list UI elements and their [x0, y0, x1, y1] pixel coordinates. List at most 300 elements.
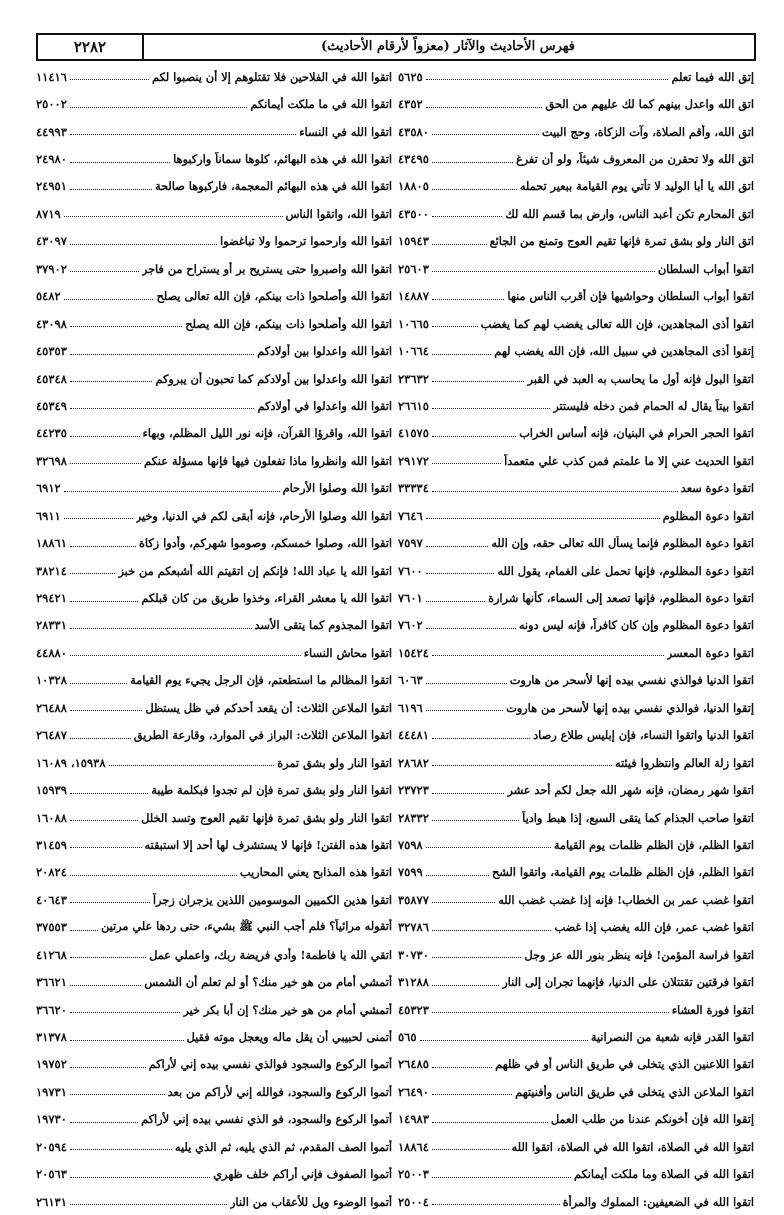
index-entry	[398, 667, 754, 694]
hadith-text: أتقوله مرائياً؟ فلم أجب النبي ﷺ بشيء، حتى ردها علي مرتين	[100, 918, 392, 933]
hadith-number: ١٥٩٣٩	[36, 783, 67, 798]
index-entry	[36, 694, 392, 721]
hadith-number: ٤٤٩٩٣	[36, 124, 67, 139]
dot-leader	[70, 271, 139, 272]
hadith-text: اتقوا أبواب السلطان وحواشيها فإن أقرب الناس منها	[507, 289, 754, 304]
hadith-number: ٦١٩٦	[398, 700, 423, 715]
left-column	[36, 63, 392, 1215]
dot-leader	[70, 1122, 138, 1123]
hadith-number: ٦٩١٢	[36, 481, 61, 496]
index-entry	[398, 255, 754, 282]
hadith-text: اتقوا هذه الفتن! فإنها لا يستشرف لها أحد إلا استبقته	[144, 837, 392, 852]
hadith-number: ٣٦٦٢١	[36, 975, 67, 990]
dot-leader	[432, 765, 612, 766]
index-entry	[36, 749, 392, 776]
hadith-text: اتقوا الله وصلوا الأرحام، فإنه أبقى لكم في الدنيا، وخير	[135, 508, 392, 523]
index-entry	[398, 584, 754, 611]
hadith-number: ٤٠٦٤٣	[36, 892, 67, 907]
hadith-text: اتقوا المجذوم كما يتقى الأسد	[254, 618, 392, 633]
index-entry	[398, 831, 754, 858]
hadith-number: ٧٦٤٦	[398, 508, 423, 523]
dot-leader	[432, 820, 519, 821]
dot-leader	[70, 1067, 146, 1068]
index-entry	[398, 941, 754, 968]
index-entry	[398, 1106, 754, 1133]
dot-leader	[70, 710, 143, 711]
index-entry	[36, 255, 392, 282]
hadith-text: أتموا الوضوء ويل للأعقاب من النار	[229, 1194, 392, 1209]
dot-leader	[70, 793, 148, 794]
hadith-number: ٦٩١١	[36, 508, 61, 523]
dot-leader	[70, 326, 182, 327]
index-entry	[36, 639, 392, 666]
hadith-number: ٢٠٥٩٤	[36, 1139, 67, 1154]
dot-leader	[70, 1012, 180, 1013]
hadith-number: ٢٠٨٢٤	[36, 865, 67, 880]
index-entry	[36, 392, 392, 419]
dot-leader	[70, 546, 136, 547]
dot-leader	[426, 847, 551, 848]
hadith-number: ٤٥٣٤٨	[36, 371, 67, 386]
hadith-text: اتقوا الله وأصلحوا ذات بينكم، فإن الله يصلح	[185, 316, 392, 331]
dot-leader	[70, 601, 139, 602]
hadith-text: اتقوا أبواب السلطان	[657, 261, 754, 276]
dot-leader	[432, 985, 499, 986]
hadith-number: ٤٣٠٩٨	[36, 316, 67, 331]
index-entry	[398, 859, 754, 886]
index-entry	[36, 63, 392, 90]
index-entry	[36, 886, 392, 913]
hadith-number: ٧٦٠٢	[398, 618, 423, 633]
hadith-text: اتقوا غضب عمر، فإن الله يغضب إذا غضب	[554, 920, 754, 935]
hadith-text: إتق الله فيما تعلم	[671, 69, 754, 84]
hadith-number: ١٩٧٣٠	[36, 1112, 67, 1127]
hadith-text: أتمشي أمام من هو خير منك؟ أو لم تعلم أن الشمس	[144, 975, 392, 990]
hadith-text: اتقوا الحجر الحرام في البنيان، فإنه أساس الخراب	[519, 426, 754, 441]
index-entry	[36, 529, 392, 556]
hadith-number: ٣٣٣٣٤	[398, 481, 429, 496]
hadith-number: ١٥٤٢٤	[398, 645, 429, 660]
hadith-number: ٤٣٥٠٠	[398, 206, 429, 221]
index-entry	[36, 90, 392, 117]
hadith-number: ٣٧٥٥٣	[36, 920, 67, 935]
hadith-number: ٢٩١٧٢	[398, 453, 429, 468]
hadith-number: ٤٤٤٨١	[398, 728, 429, 743]
hadith-number: ٣١٢٨٨	[398, 975, 429, 990]
index-entry	[398, 365, 754, 392]
dot-leader	[64, 491, 280, 492]
index-entry	[398, 914, 754, 941]
hadith-text: اتقوا الله وأصلحوا ذات بينكم، فإن الله تعالى يصلح	[156, 289, 392, 304]
hadith-number: ١٠٦٦٤	[398, 344, 429, 359]
hadith-number: ١٩٧٥٢	[36, 1057, 67, 1072]
hadith-text: اتقوا الملاعن الثلاث: البراز في الموارد، وقارعة الطريق	[133, 728, 392, 743]
dot-leader	[70, 683, 127, 684]
hadith-text: اتقوا هذه المذابح يعني المحاريب	[239, 865, 392, 880]
hadith-number: ٢٦٦١٥	[398, 398, 429, 413]
dot-leader	[426, 683, 507, 684]
hadith-text: اتقوا الله في هذه البهائم المعجمة، فاركبوها صالحة	[154, 179, 392, 194]
index-entry	[36, 996, 392, 1023]
hadith-text: اتقوا الله في الفلاحين فلا تقتلوهم إلا أن ينصبوا لكم	[152, 69, 392, 84]
hadith-text: اتقوا النار ولو بشق تمرة	[277, 755, 392, 770]
dot-leader	[432, 216, 502, 217]
dot-leader	[432, 463, 501, 464]
dot-leader	[432, 491, 678, 492]
hadith-text: اتقوا النار ولو بشق تمرة فإنها تقيم العوج وتسد الخلل	[141, 810, 392, 825]
index-entry	[36, 502, 392, 529]
hadith-number: ١٤٩٨٣	[398, 1112, 429, 1127]
index-entry	[398, 1161, 754, 1188]
hadith-text: اتقوا اللاعنين الذي يتخلى في طريق الناس أو في ظلهم	[495, 1057, 754, 1072]
index-entry	[36, 310, 392, 337]
index-entry	[398, 1078, 754, 1105]
hadith-number: ٢٥٠٠٢	[36, 97, 67, 112]
dot-leader	[70, 134, 296, 135]
hadith-number: ٤٣٥٨٠	[398, 124, 429, 139]
index-entry	[36, 1161, 392, 1188]
index-entry	[36, 776, 392, 803]
hadith-text: اتقوا الملاعن الثلاث: أن يقعد أحدكم في ظل يستظل	[145, 700, 392, 715]
hadith-number: ٣٨٢١٤	[36, 563, 67, 578]
hadith-text: اتقوا فورة العشاء	[671, 1002, 754, 1017]
index-entry	[36, 859, 392, 886]
index-entry	[398, 310, 754, 337]
dot-leader	[64, 518, 133, 519]
right-column	[398, 63, 754, 1215]
dot-leader	[432, 134, 539, 135]
hadith-text: اتقوا الله، واتقوا الناس	[285, 206, 392, 221]
index-entry	[36, 145, 392, 172]
dot-leader	[432, 1122, 548, 1123]
hadith-number: ١٨٨٦١	[36, 536, 67, 551]
dot-leader	[70, 820, 138, 821]
hadith-number: ١٥٩٣٨، ١٦٠٨٩	[36, 755, 106, 770]
hadith-text: اتق الله يا أبا الوليد لا تأتي يوم القيامة ببعير تحمله	[519, 179, 754, 194]
dot-leader	[70, 655, 301, 656]
hadith-number: ٣٥٨٧٧	[398, 892, 429, 907]
hadith-number: ٤٣٥٢	[398, 97, 423, 112]
index-entry	[36, 1106, 392, 1133]
index-entry	[36, 968, 392, 995]
hadith-number: ٢٦٤٨٨	[36, 700, 67, 715]
dot-leader	[426, 628, 516, 629]
hadith-text: اتقوا الحديث عني إلا ما علمتم فمن كذب علي متعمداً	[504, 453, 754, 468]
hadith-text: اتق الله واعدل بينهم كما لك عليهم من الحق	[545, 97, 754, 112]
hadith-text: اتقوا الملاعن الذي يتخلى في طريق الناس وأفنيتهم	[515, 1084, 754, 1099]
index-entry	[36, 941, 392, 968]
hadith-text: اتقوا القدر فإنه شعبة من النصرانية	[590, 1030, 754, 1045]
dot-leader	[426, 710, 503, 711]
index-entry	[398, 337, 754, 364]
hadith-number: ٢٣٧٢٣	[398, 783, 429, 798]
index-entry	[36, 283, 392, 310]
dot-leader	[70, 463, 141, 464]
hadith-number: ٢٤٩٥١	[36, 179, 67, 194]
index-entry	[36, 1023, 392, 1050]
index-entry	[36, 667, 392, 694]
hadith-number: ١٤٨٨٧	[398, 289, 429, 304]
dot-leader	[426, 107, 543, 108]
hadith-text: اتقوا فرقتين تقتتلان على الدنيا، فإنهما تجران إلى النار	[502, 975, 754, 990]
hadith-text: اتقوا الله في الصلاة وما ملكت أيمانكم	[573, 1167, 754, 1182]
index-entry	[398, 173, 754, 200]
index-entry	[398, 145, 754, 172]
index-entry	[398, 996, 754, 1023]
dot-leader	[70, 847, 142, 848]
dot-leader	[432, 1012, 669, 1013]
index-entry	[36, 200, 392, 227]
hadith-text: اتقوا فراسة المؤمن! فإنه ينظر بنور الله عز وجل	[524, 947, 754, 962]
hadith-text: اتقوا دعوة سعد	[680, 481, 754, 496]
dot-leader	[70, 875, 237, 876]
hadith-number: ٧٦٠٠	[398, 563, 423, 578]
dot-leader	[432, 1094, 512, 1095]
index-entry	[36, 475, 392, 502]
hadith-text: اتق النار ولو بشق تمرة فإنها تقيم العوج وتمنع من الجائع	[489, 234, 754, 249]
hadith-text: اتقوا غضب عمر بن الخطاب! فإنه إذا غضب غضب الله	[498, 892, 754, 907]
hadith-text: اتقوا الله واعدلوا في أولادكم	[257, 398, 392, 413]
dot-leader	[432, 1177, 571, 1178]
dot-leader	[420, 1040, 588, 1041]
dot-leader	[432, 271, 655, 272]
hadith-number: ٢٩٤٢١	[36, 591, 67, 606]
hadith-number: ٣٢٧٨٦	[398, 920, 429, 935]
hadith-text: اتقوا محاش النساء	[303, 645, 392, 660]
index-entry	[36, 914, 392, 941]
hadith-text: اتقوا الدنيا فوالذي نفسي بيده إنها لأسحر من هاروت	[509, 673, 754, 688]
hadith-text: أتمشي أمام من هو خير منك؟ إن أبا بكر خير	[183, 1002, 392, 1017]
index-entry	[36, 365, 392, 392]
dot-leader	[432, 1149, 509, 1150]
dot-leader	[70, 930, 98, 931]
index-entry	[36, 1188, 392, 1215]
hadith-number: ١٥٩٤٣	[398, 234, 429, 249]
index-entry	[398, 420, 754, 447]
index-entry	[36, 420, 392, 447]
hadith-text: إتقوا أذى المجاهدين في سبيل الله، فإن الله يغضب لهم	[494, 344, 754, 359]
hadith-text: اتقوا الله يا عباد الله! فإنكم إن اتقيتم الله أشبعكم من خبز	[118, 563, 392, 578]
hadith-text: اتقوا دعوة المظلوم فإنما يسأل الله تعالى حقه، وإن الله	[491, 536, 754, 551]
hadith-number: ٤٥٣٥٣	[36, 344, 67, 359]
hadith-number: ٤٥٣٤٩	[36, 398, 67, 413]
page-number: ٢٢٨٢	[73, 38, 107, 56]
hadith-text: اتقوا الله، وصلوا خمسكم، وصوموا شهركم، وأدوا زكاة	[138, 536, 392, 551]
hadith-number: ٦٠٦٣	[398, 673, 423, 688]
hadith-number: ٢٦١٣١	[36, 1194, 67, 1209]
dot-leader	[70, 1149, 172, 1150]
hadith-text: اتقوا الله في هذه البهائم، كلوها سماناً واركبوها	[173, 152, 392, 167]
index-entry	[36, 173, 392, 200]
index-entry	[398, 557, 754, 584]
hadith-number: ٤٣٤٩٥	[398, 152, 429, 167]
hadith-text: اتقوا الله، واقرؤا القرآن، فإنه نور الليل المظلم، وبهاء	[142, 426, 392, 441]
hadith-text: اتقوا دعوة المظلوم وإن كان كافراً، فإنه ليس دونه	[518, 618, 754, 633]
dot-leader	[432, 957, 522, 958]
hadith-text: اتقوا الله في النساء	[299, 124, 392, 139]
index-entry	[398, 118, 754, 145]
index-entry	[398, 776, 754, 803]
dot-leader	[432, 326, 478, 327]
hadith-text: اتق الله، وأقم الصلاة، وآت الزكاة، وحج البيت	[541, 124, 754, 139]
hadith-text: اتقوا بيتاً يقال له الحمام فمن دخله فليستتر	[553, 398, 754, 413]
index-entry	[36, 831, 392, 858]
index-entry	[398, 475, 754, 502]
dot-leader	[70, 162, 170, 163]
hadith-text: اتقوا الله في الضعيفين: المملوك والمرأة	[562, 1194, 754, 1209]
dot-leader	[432, 1204, 560, 1205]
index-entry	[36, 1078, 392, 1105]
hadith-number: ٢٤٩٨٠	[36, 152, 67, 167]
hadith-number: ١٨٨٦٤	[398, 1139, 429, 1154]
hadith-text: اتقوا المظالم ما استطعتم، فإن الرجل يجيء يوم القيامة	[130, 673, 392, 688]
dot-leader	[432, 436, 516, 437]
dot-leader	[70, 408, 255, 409]
hadith-number: ٣٢٦٩٨	[36, 453, 67, 468]
index-entry	[398, 502, 754, 529]
dot-leader	[426, 601, 485, 602]
hadith-number: ١٩٧٣١	[36, 1084, 67, 1099]
hadith-number: ٤١٢٦٨	[36, 947, 67, 962]
hadith-text: اتقوا البول فإنه أول ما يحاسب به العبد في القبر	[527, 371, 754, 386]
index-entry	[398, 200, 754, 227]
dot-leader	[70, 381, 153, 382]
hadith-text: اتقوا زلة العالم وانتظروا فيئته	[614, 755, 754, 770]
dot-leader	[432, 162, 513, 163]
hadith-number: ٣١٣٧٨	[36, 1030, 67, 1045]
hadith-number: ١٠٦٦٥	[398, 316, 429, 331]
dot-leader	[64, 216, 283, 217]
index-entry	[36, 1051, 392, 1078]
index-entry	[36, 337, 392, 364]
hadith-number: ٥٦٢٥	[398, 69, 423, 84]
index-entry	[398, 804, 754, 831]
index-entry	[398, 694, 754, 721]
hadith-text: اتقوا الله يا معشر القراء، وخذوا طريق من كان قبلكم	[141, 591, 392, 606]
hadith-number: ٧٥٩٧	[398, 536, 423, 551]
index-entry	[36, 612, 392, 639]
hadith-text: اتقوا هذين الكميين الموسومين اللذين يزجران زجراً	[152, 892, 392, 907]
dot-leader	[432, 354, 491, 355]
dot-leader	[64, 299, 154, 300]
hadith-number: ١٦٠٨٨	[36, 810, 67, 825]
hadith-number: ٨٧١٩	[36, 206, 61, 221]
dot-leader	[70, 573, 116, 574]
hadith-text: أتموا الركوع والسجود، فو الذي نفسي بيده إني لأراكم	[141, 1112, 392, 1127]
index-entry	[398, 722, 754, 749]
hadith-text: اتقوا الله واصبروا حتى يستريح بر أو يستراح من فاجر	[141, 261, 392, 276]
hadith-text: اتقوا الدنيا واتقوا النساء، فإن إبليس طلاع رصاد	[533, 728, 754, 743]
index-entry	[398, 639, 754, 666]
dot-leader	[432, 244, 487, 245]
hadith-text: اتقوا دعوة المظلوم، فإنها تحمل على الغمام، يقول الله	[497, 563, 754, 578]
hadith-text: اتقوا الله واعدلوا بين أولادكم	[257, 344, 392, 359]
hadith-number: ٧٥٩٩	[398, 865, 423, 880]
index-entry	[36, 557, 392, 584]
hadith-text: أتموا الركوع والسجود فوالذي نفسي بيده إني لأراكم	[148, 1057, 392, 1072]
hadith-number: ٢٦٤٩٠	[398, 1084, 429, 1099]
dot-leader	[70, 79, 149, 80]
hadith-text: اتقوا دعوة المظلوم	[662, 508, 754, 523]
dot-leader	[70, 189, 152, 190]
index-entry	[398, 392, 754, 419]
dot-leader	[70, 628, 252, 629]
index-entry	[36, 722, 392, 749]
dot-leader	[426, 79, 669, 80]
hadith-number: ٢٥٦٠٣	[398, 261, 429, 276]
hadith-text: اتقوا دعوة المظلوم، فإنها تصعد إلى السماء، كأنها شرارة	[488, 591, 754, 606]
index-entry	[398, 1133, 754, 1160]
dot-leader	[426, 518, 660, 519]
hadith-text: اتقوا الله وانظروا ماذا تفعلون فيها فإنها مسؤلة عنكم	[144, 453, 392, 468]
hadith-text: اتقوا النار ولو بشق تمرة فإن لم تجدوا فبكلمة طيبة	[151, 783, 392, 798]
index-entry	[398, 90, 754, 117]
hadith-number: ٢٦٤٨٧	[36, 728, 67, 743]
hadith-text: أتموا الركوع والسجود، فوالله إني لأراكم من بعد	[167, 1084, 392, 1099]
hadith-number: ٢٦٤٨٥	[398, 1057, 429, 1072]
index-entry	[398, 283, 754, 310]
hadith-number: ٧٥٩٨	[398, 837, 423, 852]
page-header	[36, 33, 756, 61]
dot-leader	[70, 1177, 210, 1178]
hadith-number: ٣٠٧٣٠	[398, 947, 429, 962]
hadith-number: ٣١٤٥٩	[36, 837, 67, 852]
hadith-number: ٢٣٦٣٢	[398, 371, 429, 386]
hadith-text: اتقوا الظلم، فإن الظلم ظلمات يوم القيامة	[553, 837, 754, 852]
hadith-text: اتقوا الله في ما ملكت أيمانكم	[250, 97, 392, 112]
dot-leader	[432, 299, 504, 300]
dot-leader	[426, 546, 489, 547]
header-divider	[142, 35, 144, 59]
dot-leader	[70, 985, 141, 986]
hadith-number: ٤٤٢٣٥	[36, 426, 67, 441]
index-entry	[36, 228, 392, 255]
dot-leader	[70, 957, 146, 958]
dot-leader	[70, 107, 248, 108]
dot-leader	[432, 655, 664, 656]
index-entry	[36, 1133, 392, 1160]
index-entry	[398, 886, 754, 913]
dot-leader	[432, 738, 530, 739]
hadith-text: اتقوا الله في الصلاة، اتقوا الله في الصلاة، اتقوا الله	[511, 1139, 754, 1154]
index-entry	[398, 1023, 754, 1050]
dot-leader	[426, 573, 495, 574]
hadith-number: ١٠٣٢٨	[36, 673, 67, 688]
dot-leader	[432, 930, 552, 931]
hadith-number: ١٨٨٠٥	[398, 179, 429, 194]
index-entry	[398, 228, 754, 255]
hadith-text: اتقوا الله وارحموا ترحموا ولا تباغضوا	[220, 234, 392, 249]
dot-leader	[70, 1040, 184, 1041]
hadith-text: اتقوا شهر رمضان، فإنه شهر الله جعل لكم أحد عشر	[507, 783, 754, 798]
hadith-text: اتقي الله يا فاطمة! وأدي فريضة ربك، واعملي عمل	[149, 947, 392, 962]
dot-leader	[432, 1067, 492, 1068]
hadith-number: ٤٤٨٨٠	[36, 645, 67, 660]
hadith-number: ٢٥٠٠٣	[398, 1167, 429, 1182]
hadith-number: ٥٤٨٢	[36, 289, 61, 304]
hadith-number: ٤١٥٧٥	[398, 426, 429, 441]
hadith-number: ٢٨٣٣١	[36, 618, 67, 633]
hadith-text: إتقوا الدنيا، فوالذي نفسي بيده إنها لأسحر من هاروت	[506, 700, 754, 715]
dot-leader	[70, 1204, 227, 1205]
index-entry	[398, 749, 754, 776]
hadith-number: ٢٠٥٦٣	[36, 1167, 67, 1182]
dot-leader	[70, 738, 131, 739]
dot-leader	[70, 436, 140, 437]
index-entry	[398, 1051, 754, 1078]
hadith-number: ٢٨٣٣٢	[398, 810, 429, 825]
hadith-text: اتقوا صاحب الجذام كما يتقى السبع، إذا هبط وادياً	[522, 810, 754, 825]
